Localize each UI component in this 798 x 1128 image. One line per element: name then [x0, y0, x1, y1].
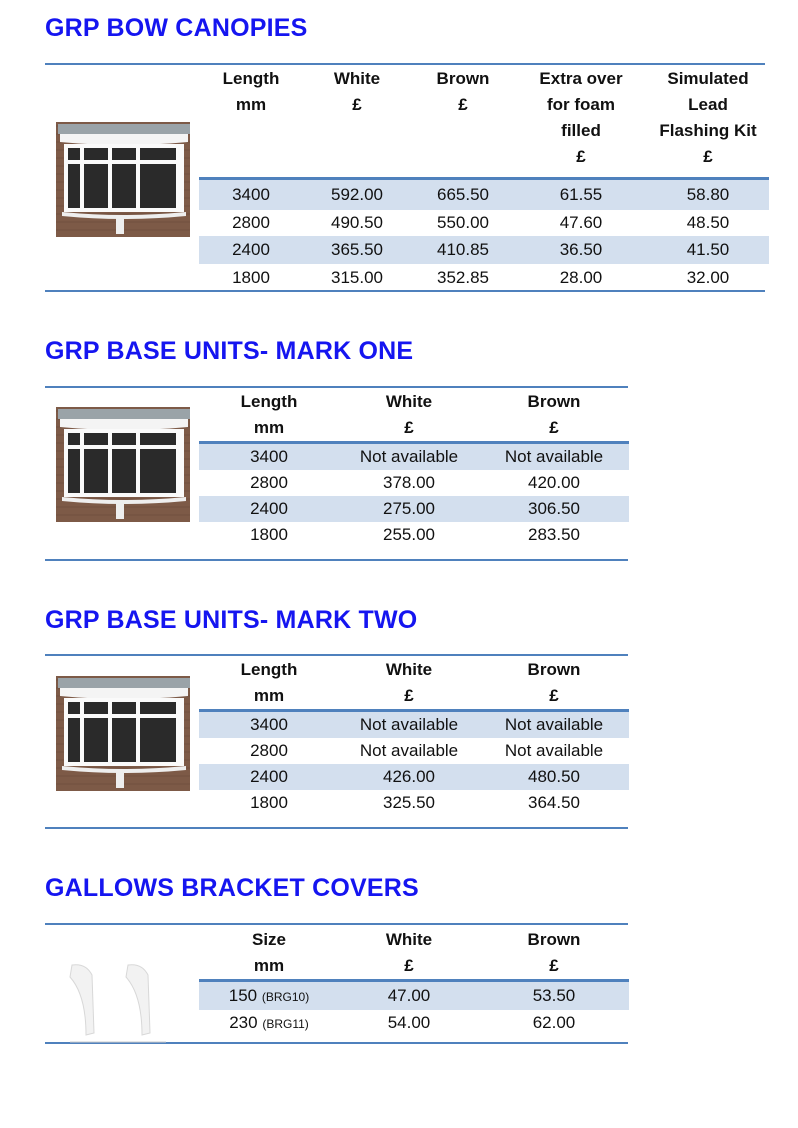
top-rule [45, 923, 628, 925]
table-cell [199, 444, 339, 470]
table-row [199, 712, 629, 738]
column-header [479, 927, 629, 979]
header-line: Length [222, 69, 280, 88]
cell-value: Not available [359, 447, 459, 466]
table-row [199, 236, 769, 264]
cell-value: 36.50 [559, 240, 603, 259]
table-row [199, 496, 629, 522]
table-cell [199, 496, 339, 522]
top-rule [45, 386, 628, 388]
header-line: White [385, 392, 433, 411]
table-cell [199, 983, 339, 1010]
cell-value: 1800 [232, 268, 270, 287]
table-row [199, 522, 629, 548]
section-title: GRP BASE UNITS- MARK TWO [45, 606, 418, 634]
table-cell [199, 265, 303, 291]
cell-value: 2800 [232, 213, 270, 232]
column-header [339, 389, 479, 441]
header-line: Lead [688, 95, 728, 114]
cell-value: 47.00 [387, 986, 431, 1005]
column-header [411, 66, 515, 177]
table-cell [303, 237, 411, 263]
cell-value: 58.80 [686, 185, 730, 204]
table-cell [199, 210, 303, 236]
table-cell [411, 265, 515, 291]
header-line: £ [404, 686, 414, 705]
cell-value: 2800 [250, 473, 288, 492]
header-line: Brown [436, 69, 490, 88]
table-cell [199, 738, 339, 764]
header-line: £ [576, 147, 586, 166]
cell-value: 1800 [250, 793, 288, 812]
table-row [199, 264, 769, 292]
header-line: mm [253, 956, 285, 975]
table-row [199, 444, 629, 470]
header-line: Brown [527, 930, 581, 949]
table-cell [199, 182, 303, 208]
header-row [199, 927, 629, 979]
cell-value: 352.85 [437, 268, 489, 287]
header-row [199, 389, 629, 441]
table-cell [479, 764, 629, 790]
cell-value: 410.85 [437, 240, 489, 259]
bow-window-photo [56, 122, 190, 242]
cell-value: 378.00 [383, 473, 435, 492]
header-row [199, 66, 769, 177]
cell-value: 3400 [250, 715, 288, 734]
table-cell [199, 790, 339, 816]
cell-value: 53.50 [532, 986, 576, 1005]
header-line: Extra over [539, 69, 623, 88]
table-cell [199, 237, 303, 263]
table-cell [339, 764, 479, 790]
table-row [199, 470, 629, 496]
table-cell [647, 237, 769, 263]
table-cell [479, 712, 629, 738]
section-title: GRP BASE UNITS- MARK ONE [45, 337, 414, 365]
header-line: White [333, 69, 381, 88]
table-cell [411, 210, 515, 236]
table-cell [303, 210, 411, 236]
column-header [199, 66, 303, 177]
table-cell [515, 182, 647, 208]
column-header [303, 66, 411, 177]
section-title: GALLOWS BRACKET COVERS [45, 874, 419, 902]
price-table [199, 927, 629, 1036]
cell-value: 150 [228, 985, 258, 1005]
table-cell [339, 522, 479, 548]
cell-value: 47.60 [559, 213, 603, 232]
column-header [479, 657, 629, 709]
price-table [199, 66, 769, 292]
cell-value: 306.50 [528, 499, 580, 518]
cell-value: 2800 [250, 741, 288, 760]
table-cell [479, 522, 629, 548]
cell-value: 420.00 [528, 473, 580, 492]
header-line: Brown [527, 660, 581, 679]
cell-value: Not available [504, 715, 604, 734]
table-cell [199, 1010, 339, 1037]
table-cell [411, 182, 515, 208]
header-line: mm [253, 686, 285, 705]
table-cell [515, 210, 647, 236]
header-row [199, 657, 629, 709]
cell-value: 325.50 [383, 793, 435, 812]
table-cell [411, 237, 515, 263]
table-cell [339, 496, 479, 522]
header-line: £ [549, 686, 559, 705]
table-cell [647, 182, 769, 208]
cell-value: 3400 [250, 447, 288, 466]
cell-value: 2400 [232, 240, 270, 259]
cell-value: 665.50 [437, 185, 489, 204]
cell-value: 283.50 [528, 525, 580, 544]
table-row [199, 982, 629, 1010]
header-line: £ [404, 956, 414, 975]
cell-value: 62.00 [532, 1013, 576, 1032]
table-cell [479, 496, 629, 522]
column-header [199, 927, 339, 979]
table-cell [303, 182, 411, 208]
table-cell [647, 210, 769, 236]
header-line: mm [235, 95, 267, 114]
header-line: White [385, 660, 433, 679]
bottom-rule [45, 827, 628, 829]
table-row [199, 210, 769, 236]
cell-value: 3400 [232, 185, 270, 204]
cell-value: 592.00 [331, 185, 383, 204]
table-cell [199, 522, 339, 548]
table-cell [479, 470, 629, 496]
header-line: White [385, 930, 433, 949]
header-line: Simulated [667, 69, 749, 88]
column-header [199, 389, 339, 441]
header-line: £ [549, 956, 559, 975]
cell-value: 41.50 [686, 240, 730, 259]
column-header [339, 927, 479, 979]
top-rule [45, 654, 628, 656]
cell-value: 490.50 [331, 213, 383, 232]
table-row [199, 790, 629, 816]
cell-value: Not available [504, 741, 604, 760]
table-cell [339, 1010, 479, 1036]
column-header [479, 389, 629, 441]
cell-value: 255.00 [383, 525, 435, 544]
cell-value: 54.00 [387, 1013, 431, 1032]
cell-value: Not available [359, 741, 459, 760]
cell-value: 28.00 [559, 268, 603, 287]
table-cell [199, 764, 339, 790]
table-cell [515, 237, 647, 263]
table-cell [515, 265, 647, 291]
header-line: £ [549, 418, 559, 437]
header-line: Brown [527, 392, 581, 411]
column-header [199, 657, 339, 709]
cell-value: 365.50 [331, 240, 383, 259]
cell-value: 61.55 [559, 185, 603, 204]
table-cell [199, 712, 339, 738]
table-cell [339, 983, 479, 1009]
bow-window-photo [56, 676, 190, 796]
top-rule [45, 63, 765, 65]
cell-value: 550.00 [437, 213, 489, 232]
header-line: Length [240, 660, 298, 679]
table-cell [303, 265, 411, 291]
table-cell [479, 983, 629, 1009]
table-row [199, 764, 629, 790]
cell-value: 230 [229, 1012, 258, 1032]
header-line: £ [352, 95, 362, 114]
cell-value: 426.00 [383, 767, 435, 786]
header-line: £ [404, 418, 414, 437]
table-cell [479, 790, 629, 816]
product-code: (BRG10) [261, 989, 310, 1004]
table-row [199, 1010, 629, 1036]
table-cell [339, 738, 479, 764]
table-cell [479, 1010, 629, 1036]
table-cell [339, 444, 479, 470]
header-line: filled [561, 121, 601, 140]
header-line: £ [458, 95, 468, 114]
header-line: Size [251, 930, 287, 949]
table-cell [339, 790, 479, 816]
table-cell [479, 738, 629, 764]
cell-value: 315.00 [331, 268, 383, 287]
cell-value: 32.00 [686, 268, 730, 287]
product-code: (BRG11) [262, 1016, 309, 1031]
cell-value: 2400 [250, 499, 288, 518]
cell-value: 480.50 [528, 767, 580, 786]
header-line: Flashing Kit [659, 121, 757, 140]
price-table [199, 389, 629, 548]
bottom-rule [45, 559, 628, 561]
cell-value: 48.50 [686, 213, 730, 232]
column-header [339, 657, 479, 709]
table-cell [479, 444, 629, 470]
header-line: £ [703, 147, 713, 166]
table-row [199, 180, 769, 210]
table-row [199, 738, 629, 764]
table-cell [339, 470, 479, 496]
header-line: Length [240, 392, 298, 411]
cell-value: Not available [504, 447, 604, 466]
column-header [647, 66, 769, 177]
column-header [515, 66, 647, 177]
cell-value: Not available [359, 715, 459, 734]
price-table [199, 657, 629, 816]
table-cell [339, 712, 479, 738]
bracket-covers-photo [50, 955, 184, 1048]
cell-value: 275.00 [383, 499, 435, 518]
section-title: GRP BOW CANOPIES [45, 14, 308, 42]
header-line: mm [253, 418, 285, 437]
cell-value: 2400 [250, 767, 288, 786]
header-line: for foam [547, 95, 615, 114]
table-cell [647, 265, 769, 291]
cell-value: 1800 [250, 525, 288, 544]
table-cell [199, 470, 339, 496]
cell-value: 364.50 [528, 793, 580, 812]
bow-window-photo [56, 407, 190, 527]
